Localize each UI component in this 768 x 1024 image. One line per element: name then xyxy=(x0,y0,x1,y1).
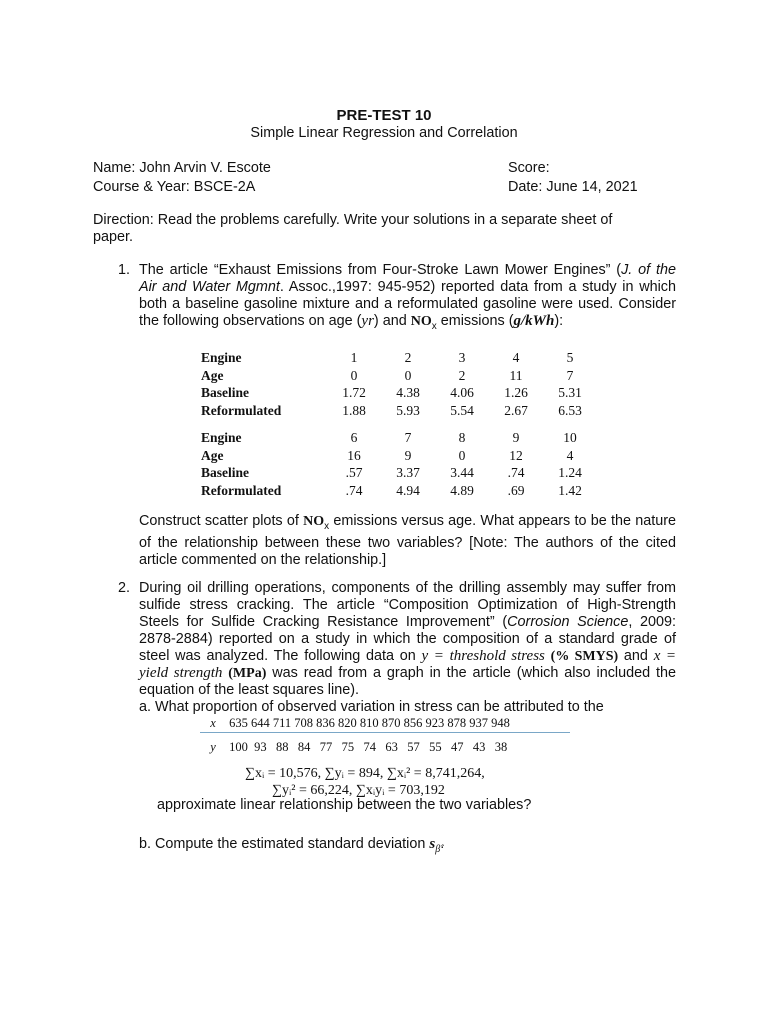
y-value: 88 xyxy=(276,740,289,754)
y-value: 55 xyxy=(429,740,442,754)
problem-1-text-e: ): xyxy=(554,313,564,329)
table-row xyxy=(201,482,597,500)
y-definition: y = xyxy=(421,648,444,664)
problem-2-text-a: During oil drilling operations, components of the drilling assembly may suffer from sulfide stress cracking. The article “Composition Optimization of High-Strength Steels for Sulfide Cracking Resistance Improvement” ( xyxy=(139,580,676,630)
table-cell: 5.31 xyxy=(558,385,582,401)
question-text-a: Construct scatter plots of xyxy=(139,513,304,529)
x-value: 878 xyxy=(447,716,467,730)
y-value: 63 xyxy=(385,740,398,754)
table-cell: 6.53 xyxy=(558,402,582,418)
problem-2-text-b: , 2009: 2878-2884) reported on a study in which the composition of a standard grade of steel was analyzed. The following data on xyxy=(139,614,677,664)
x-definition: x = yield strength xyxy=(139,648,677,681)
part-a-question: a. What proportion of observed variation in stress can be attributed to the xyxy=(139,699,604,715)
table-cell: 4.06 xyxy=(450,385,474,401)
table-cell: 1.24 xyxy=(558,465,582,481)
table-cell: 3 xyxy=(458,350,466,366)
x-value: 810 xyxy=(359,716,379,730)
x-value: 820 xyxy=(338,716,357,730)
table-cell: 5 xyxy=(566,350,574,366)
table-row xyxy=(201,384,597,402)
table-cell: 3.37 xyxy=(396,465,420,481)
problem-2-journal: Corrosion Science xyxy=(507,614,629,630)
summary-sums-line-2: ∑yᵢ² = 66,224, ∑xᵢyᵢ = 703,192 xyxy=(272,783,445,798)
page-title: PRE-TEST 10 xyxy=(336,107,432,124)
table-cell: 1.72 xyxy=(342,385,366,401)
problem-2-number: 2. xyxy=(118,580,131,596)
row-label: Age xyxy=(201,367,224,383)
table-cell: 1.26 xyxy=(504,385,528,401)
table-cell: 11 xyxy=(509,367,523,383)
problem-1-text-b: . Assoc.,1997: 945-952) reported data from a study in which both a baseline gasoline mixture and a reformulated gasoline were used. Consider the following observations on age ( xyxy=(139,279,676,329)
y-value: 38 xyxy=(494,740,508,754)
table-cell: 6 xyxy=(350,430,358,446)
table-cell: 0 xyxy=(350,367,358,383)
nox-subscript: x xyxy=(431,320,437,332)
table-cell: 4.94 xyxy=(396,482,420,498)
table-cell: 1.88 xyxy=(342,402,366,418)
emissions-table-2 xyxy=(201,429,597,499)
problem-2-text xyxy=(139,580,676,699)
table-cell: 1 xyxy=(350,350,358,366)
table-cell: 4 xyxy=(566,447,574,463)
table-row xyxy=(201,367,597,385)
table-cell: 4 xyxy=(512,350,520,366)
y-value: 47 xyxy=(451,740,464,754)
y-value: 57 xyxy=(407,740,420,754)
table-cell: .74 xyxy=(345,482,363,498)
summary-sums-line-1: ∑xᵢ = 10,576, ∑yᵢ = 894, ∑xᵢ² = 8,741,264, xyxy=(245,766,485,781)
row-label: Engine xyxy=(201,430,242,446)
table-cell: 2.67 xyxy=(504,402,528,418)
y-variable-name: threshold stress xyxy=(449,648,545,664)
beta-hat-subscript: β̂ xyxy=(435,843,441,855)
table-cell: 1.42 xyxy=(558,482,582,498)
y-value: 100 xyxy=(229,740,248,754)
problem-2-text-c: and xyxy=(618,648,654,664)
problem-1-question xyxy=(139,513,676,569)
table-cell: 8 xyxy=(458,430,466,446)
part-a-question-end: approximate linear relationship between the two variables? xyxy=(157,797,532,813)
table-cell: 0 xyxy=(458,447,466,463)
question-text-b: emissions versus age. What appears to be the nature of the relationship between these two variables? [Note: The authors of the cited article commented on the relationship.] xyxy=(139,513,676,568)
table-cell: 0 xyxy=(404,367,412,383)
emission-unit: g/kWh xyxy=(513,313,555,329)
table-cell: .57 xyxy=(345,465,363,481)
table-row xyxy=(201,447,597,465)
x-unit: (MPa) xyxy=(228,666,267,681)
std-dev-symbol: s xyxy=(429,836,436,852)
x-value: 856 xyxy=(403,716,423,730)
y-value: 75 xyxy=(341,740,355,754)
y-value: 43 xyxy=(472,740,486,754)
table-cell: 5.93 xyxy=(396,402,420,418)
table-row xyxy=(201,429,597,447)
directions: Direction: Read the problems carefully. Write your solutions in a separate sheet of paper. xyxy=(93,212,613,245)
age-unit: yr xyxy=(361,313,374,329)
table-row xyxy=(201,349,597,367)
y-label: y xyxy=(210,740,216,754)
y-value: 77 xyxy=(319,740,333,754)
problem-1-number: 1. xyxy=(118,262,131,278)
problem-1-text-a: The article “Exhaust Emissions from Four-Stroke Lawn Mower Engines” ( xyxy=(139,262,622,278)
test-date: Date: June 14, 2021 xyxy=(508,179,638,195)
student-name: Name: John Arvin V. Escote xyxy=(93,160,271,176)
table-cell: .69 xyxy=(507,482,525,498)
part-b-text: b. Compute the estimated standard deviation xyxy=(139,836,430,852)
problem-2-text-d: was read from a graph in the article (which also included the equation of the least squares line). xyxy=(139,665,676,698)
table-cell: .74 xyxy=(507,465,525,481)
row-label: Baseline xyxy=(201,465,250,481)
table-row xyxy=(201,402,597,420)
problem-1-text-c: ) and xyxy=(373,313,411,329)
table-cell: 9 xyxy=(512,430,520,446)
table-cell: 7 xyxy=(566,367,574,383)
x-value: 923 xyxy=(425,716,445,730)
table-cell: 4.38 xyxy=(396,385,420,401)
x-values-row xyxy=(200,715,510,732)
page-subtitle: Simple Linear Regression and Correlation xyxy=(250,125,518,141)
table-cell: 5.54 xyxy=(450,402,474,418)
y-value: 74 xyxy=(363,740,376,754)
row-label: Age xyxy=(201,447,224,463)
x-value: 711 xyxy=(272,716,292,730)
row-label: Reformulated xyxy=(201,482,282,498)
nox-subscript: x xyxy=(324,520,330,532)
x-value: 708 xyxy=(294,716,314,730)
table-cell: 2 xyxy=(458,367,466,383)
row-label: Engine xyxy=(201,350,242,366)
x-value: 870 xyxy=(381,716,401,730)
table-cell: 7 xyxy=(404,430,412,446)
row-label: Reformulated xyxy=(201,402,282,418)
table-cell: 4.89 xyxy=(450,482,474,498)
y-values-row xyxy=(200,739,507,756)
nox-symbol: NO xyxy=(410,314,432,329)
nox-symbol: NO xyxy=(303,514,325,529)
y-value: 84 xyxy=(297,740,311,754)
part-b-period: . xyxy=(440,836,445,852)
table-cell: 12 xyxy=(509,447,523,463)
table-cell: 16 xyxy=(347,447,361,463)
y-unit: (% SMYS) xyxy=(550,649,619,664)
table-cell: 3.44 xyxy=(450,465,474,481)
table-divider xyxy=(200,732,570,733)
x-value: 836 xyxy=(316,716,335,730)
part-b-question xyxy=(139,836,444,858)
problem-1-text-d: emissions ( xyxy=(436,313,514,329)
score-label: Score: xyxy=(508,160,550,176)
table-cell: 2 xyxy=(404,350,412,366)
row-label: Baseline xyxy=(201,385,250,401)
table-row xyxy=(201,464,597,482)
problem-1-text xyxy=(139,262,676,335)
emissions-table-1 xyxy=(201,349,597,419)
y-value: 93 xyxy=(254,740,267,754)
x-value: 644 xyxy=(251,716,270,730)
problem-1-journal: J. of the Air and Water Mgmnt xyxy=(139,262,676,295)
table-cell: 9 xyxy=(404,447,412,463)
x-value: 948 xyxy=(491,716,510,730)
x-value: 635 xyxy=(229,716,248,730)
x-value: 937 xyxy=(469,716,489,730)
course-year: Course & Year: BSCE-2A xyxy=(93,179,256,195)
table-cell: 10 xyxy=(563,430,577,446)
x-label: x xyxy=(210,716,216,730)
